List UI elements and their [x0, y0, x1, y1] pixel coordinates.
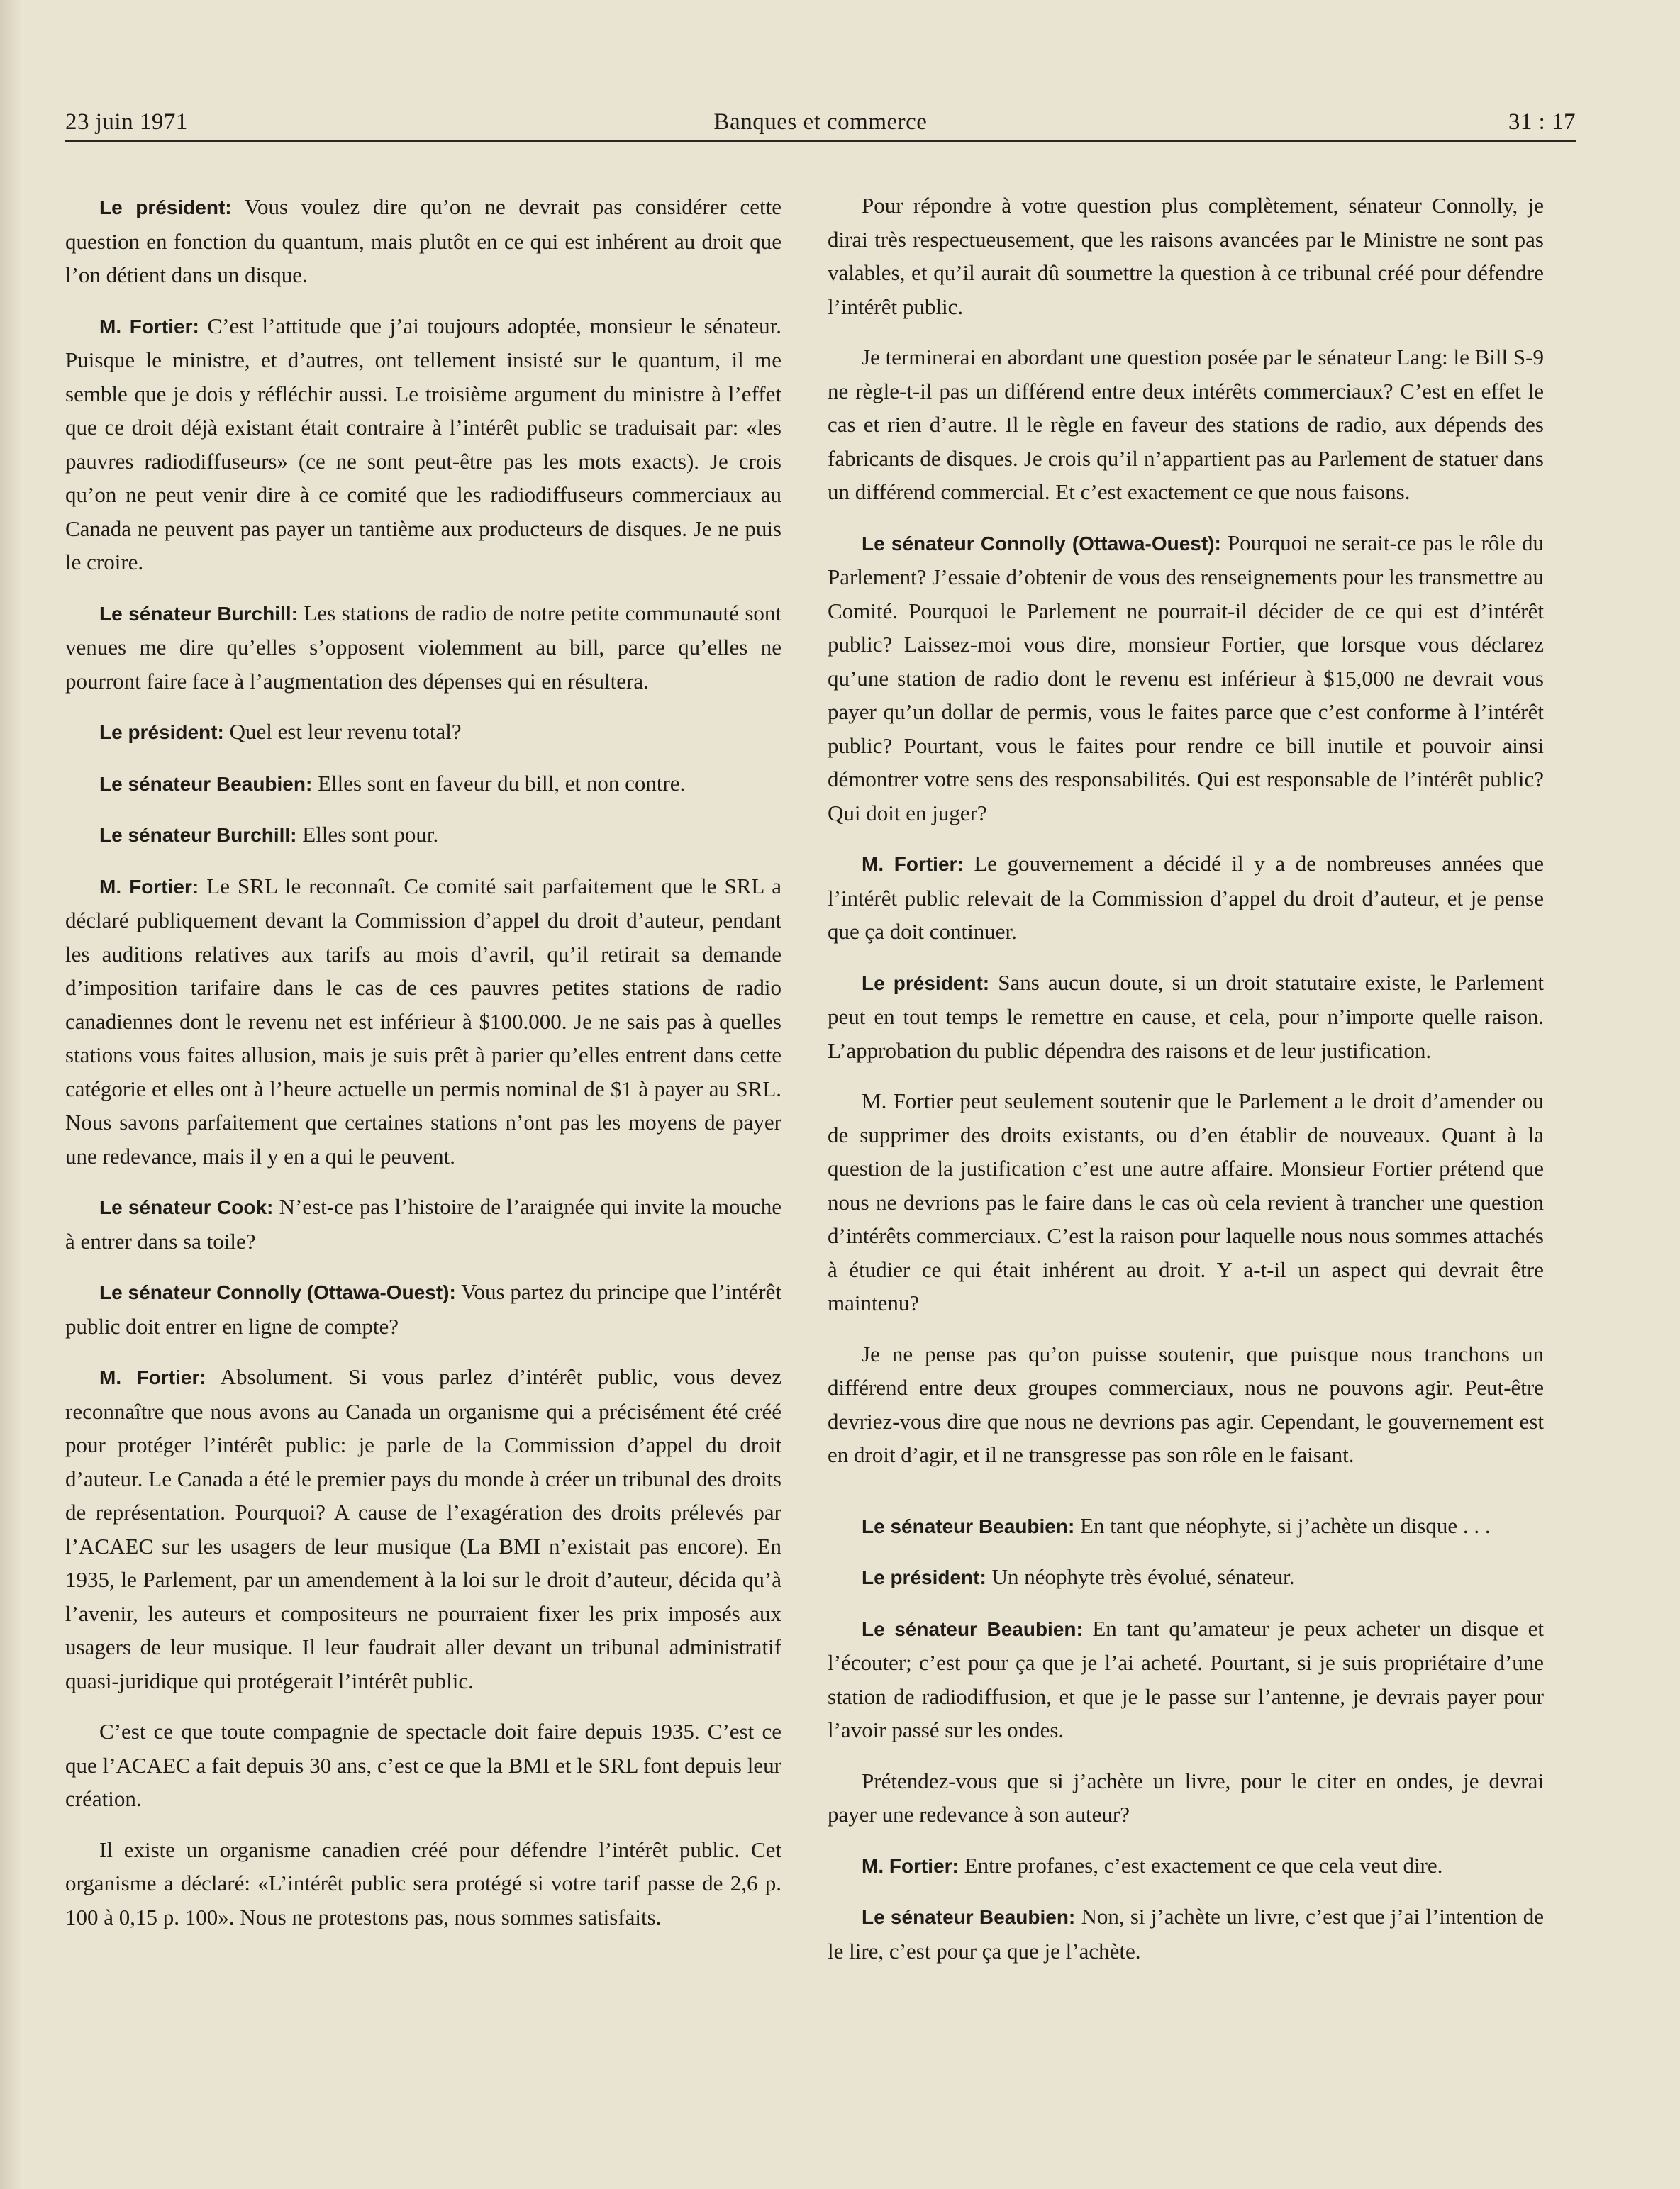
paragraph [828, 1337, 1544, 1472]
paragraph [828, 1764, 1544, 1832]
paragraph-text: Absolument. Si vous parlez d’intérêt public, vous devez reconnaître que nous avons au Canada un organisme qui a précisément été créé pour protéger l’intérêt public: je parle de la Commission d’appel du droit d’auteur. Le Canada a été le premier pays du monde à créer un tribunal des droits de représentation. Pourquoi? A cause de l’exagération des droits prélevés par l’ACAEC sur les usagers de leur musique (La BMI n’existait pas encore). En 1935, le Parlement, par un amendement à la loi sur le droit d’auteur, décida qu’à l’avenir, les auteurs et compositeurs ne pourraient fixer les prix imposés aux usagers de leur musique. Il leur faudrait aller devant un tribunal administratif quasi-juridique qui protégerait l’intérêt public. [65, 1364, 781, 1693]
header-page-number: 31 : 17 [1508, 109, 1576, 135]
paragraph-text: Vous voulez dire qu’on ne devrait pas considérer cette question en fonction du quantum, mais plutôt en ce qui est inhérent au droit que l’on détient dans un disque. [65, 194, 781, 287]
paragraph [65, 869, 781, 1174]
paragraph-text: Sans aucun doute, si un droit statutaire existe, le Parlement peut en tout temps le remettre en cause, et cela, pour n’importe quelle raison. L’approbation du public dépendra des raisons et de leur justification. [828, 969, 1544, 1063]
speaker-label: Le président: [99, 196, 232, 218]
paragraph [65, 309, 781, 579]
paragraph-text: Vous partez du principe que l’intérêt public doit entrer en ligne de compte? [65, 1279, 781, 1339]
paragraph-text: Le gouvernement a décidé il y a de nombreuses années que l’intérêt public relevait de la Commission d’appel du droit d’auteur, et je pense que ça doit continuer. [828, 851, 1544, 944]
paragraph-text: Il existe un organisme canadien créé pour défendre l’intérêt public. Cet organisme a déclaré: «L’intérêt public sera protégé si votre tarif passe de 2,6 p. 100 à 0,15 p. 100». Nous ne protestons pas, nous sommes satisfaits. [65, 1837, 781, 1929]
header-date: 23 juin 1971 [65, 109, 188, 135]
paragraph-text: N’est-ce pas l’histoire de l’araignée qui invite la mouche à entrer dans sa toile? [65, 1194, 781, 1254]
paragraph-text: M. Fortier peut seulement soutenir que le Parlement a le droit d’amender ou de supprimer des droits existants, ou d’en établir de nouveaux. Quant à la question de la justification c’est une autre affaire. Monsieur Fortier prétend que nous ne devrions pas le faire dans le cas où cela revient à trancher une question d’intérêts commerciaux. C’est la raison pour laquelle nous nous sommes attachés à étudier ce qui était inhérent au droit. Y a-t-il un aspect qui devrait être maintenu? [828, 1088, 1544, 1315]
speaker-label: M. Fortier: [862, 1854, 959, 1877]
speaker-label: M. Fortier: [862, 853, 964, 875]
paragraph [65, 190, 781, 292]
paragraph [828, 966, 1544, 1068]
paragraph [828, 340, 1544, 509]
speaker-label: Le président: [99, 721, 224, 743]
paragraph [65, 1715, 781, 1816]
paragraph [828, 526, 1544, 830]
right-column [828, 189, 1544, 1985]
speaker-label: Le sénateur Connolly (Ottawa-Ouest): [99, 1281, 456, 1303]
paragraph-text: C’est l’attitude que j’ai toujours adoptée, monsieur le sénateur. Puisque le ministre, et d’autres, ont tellement insisté sur le quantum, il me semble que je dois y réfléchir aussi. Le troisième argument du ministre à l’effet que ce droit déjà existant était contraire à l’intérêt public se traduisait par: «les pauvres radiodiffuseurs» (ce ne sont peut-être pas les mots exacts). Je crois qu’on ne peut venir dire à ce comité que les radiodiffuseurs commerciaux au Canada ne peuvent pas payer un tantième aux producteurs de disques. Je ne puis le croire. [65, 313, 781, 574]
speaker-label: Le président: [862, 1566, 986, 1588]
paragraph [828, 1612, 1544, 1747]
paragraph-text: Entre profanes, c’est exactement ce que cela veut dire. [958, 1852, 1443, 1878]
paragraph [65, 715, 781, 750]
paragraph [65, 767, 781, 801]
paragraph-text: Elles sont en faveur du bill, et non contre. [312, 770, 686, 796]
page-header [65, 106, 1576, 140]
paragraph-text: Elles sont pour. [296, 822, 439, 847]
paragraph-text: Je ne pense pas qu’on puisse soutenir, que puisque nous tranchons un différend entre deux groupes commerciaux, nous ne pouvons agir. Peut-être devriez-vous dire que nous ne devrions pas agir. Cependant, le gouvernement est en droit d’agir, et il ne transgresse pas son rôle en le faisant. [828, 1341, 1544, 1467]
paragraph-text: Non, si j’achète un livre, c’est que j’ai l’intention de le lire, c’est pour ça que je l’achète. [828, 1904, 1544, 1964]
speaker-label: M. Fortier: [99, 315, 199, 338]
paragraph-text: Pour répondre à votre question plus complètement, sénateur Connolly, je dirai très respectueusement, que les raisons avancées par le Ministre ne sont pas valables, et qu’il aurait dû soumettre la question à ce tribunal créé pour défendre l’intérêt public. [828, 193, 1544, 319]
paragraph-text: En tant que néophyte, si j’achète un disque . . . [1074, 1513, 1491, 1538]
header-title: Banques et commerce [713, 109, 928, 135]
paragraph [65, 596, 781, 698]
paragraph-text: Quel est leur revenu total? [223, 719, 462, 744]
paragraph [828, 1849, 1544, 1883]
paragraph-text: Les stations de radio de notre petite communauté sont venues me dire qu’elles s’opposent violemment au bill, parce qu’elles ne pourront faire face à l’augmentation des dépenses qui en résultera. [65, 600, 782, 694]
paragraph [65, 1360, 781, 1698]
paragraph [828, 1509, 1544, 1544]
paragraph [828, 847, 1544, 949]
speaker-label: Le sénateur Connolly (Ottawa-Ouest): [862, 532, 1221, 555]
speaker-label: Le sénateur Beaubien: [99, 772, 313, 795]
paragraph-text: Prétendez-vous que si j’achète un livre, pour le citer en ondes, je devrai payer une redevance à son auteur? [828, 1768, 1544, 1827]
page-binding-edge [0, 0, 24, 2189]
paragraph [828, 1084, 1544, 1320]
speaker-label: M. Fortier: [99, 875, 199, 898]
paragraph [65, 1275, 781, 1343]
speaker-label: Le sénateur Beaubien: [862, 1906, 1076, 1928]
paragraph [65, 1833, 781, 1934]
paragraph-text: Le SRL le reconnaît. Ce comité sait parfaitement que le SRL a déclaré publiquement devant la Commission d’appel du droit d’auteur, pendant les auditions relatives aux tarifs au mois d’avril, qu’il retirait sa demande d’imposition tarifaire dans le cas de ces pauvres petites stations de radio canadiennes dont le revenu net est inférieur à $100.000. Je ne sais pas à quelles stations vous faites allusion, mais je suis prêt à parier qu’elles entrent dans cette catégorie et elles ont à l’heure actuelle un permis nominal de $1 à payer au SRL. Nous savons parfaitement que certaines stations n’ont pas les moyens de payer une redevance, mais il y en a qui le peuvent. [65, 873, 782, 1169]
speaker-label: Le sénateur Burchill: [99, 602, 298, 625]
speaker-label: Le sénateur Burchill: [99, 824, 297, 846]
paragraph [828, 1900, 1544, 1968]
speaker-label: Le président: [862, 971, 990, 994]
paragraph [65, 1190, 781, 1258]
paragraph [65, 818, 781, 852]
left-column [65, 190, 781, 1951]
paragraph [828, 189, 1544, 323]
speaker-label: Le sénateur Beaubien: [862, 1617, 1083, 1640]
speaker-label: Le sénateur Beaubien: [862, 1515, 1075, 1537]
speaker-label: Le sénateur Cook: [99, 1196, 274, 1218]
paragraph-text: Je terminerai en abordant une question posée par le sénateur Lang: le Bill S-9 ne règle-t-il pas un différend entre deux intérêts commerciaux? C’est en effet le cas et rien d’autre. Il le règle en faveur des stations de radio, aux dépends des fabricants de disques. Je crois qu’il n’appartient pas au Parlement de statuer dans un différend commercial. Et c’est exactement ce que nous faisons. [828, 345, 1544, 504]
paragraph-text: Pourquoi ne serait-ce pas le rôle du Parlement? J’essaie d’obtenir de vous des renseignements pour les transmettre au Comité. Pourquoi le Parlement ne pourrait-il décider de ce qui est d’intérêt public? Laissez-moi vous dire, monsieur Fortier, que lorsque vous déclarez qu’une station de radio dont le revenu est inférieur à $15,000 ne devrait vous payer qu’un dollar de permis, vous le faites parce que c’est conforme à l’intérêt public? Pourtant, vous le faites pour rendre ce bill inutile et pouvoir ainsi démontrer votre sens des responsabilités. Qui est responsable de l’intérêt public? Qui doit en juger? [828, 530, 1544, 825]
paragraph [828, 1560, 1544, 1595]
paragraph-text: En tant qu’amateur je peux acheter un disque et l’écouter; c’est pour ça que je l’ai acheté. Pourtant, si je suis propriétaire d’une station de radiodiffusion, et que je le passe sur l’antenne, je devrais payer pour l’avoir passé sur les ondes. [828, 1615, 1544, 1742]
paragraph-text: Un néophyte très évolué, sénateur. [986, 1564, 1295, 1589]
header-rule [65, 140, 1576, 142]
speaker-label: M. Fortier: [99, 1366, 206, 1388]
paragraph-text: C’est ce que toute compagnie de spectacle doit faire depuis 1935. C’est ce que l’ACAEC a fait depuis 30 ans, c’est ce que la BMI et le SRL font depuis leur création. [65, 1719, 781, 1811]
